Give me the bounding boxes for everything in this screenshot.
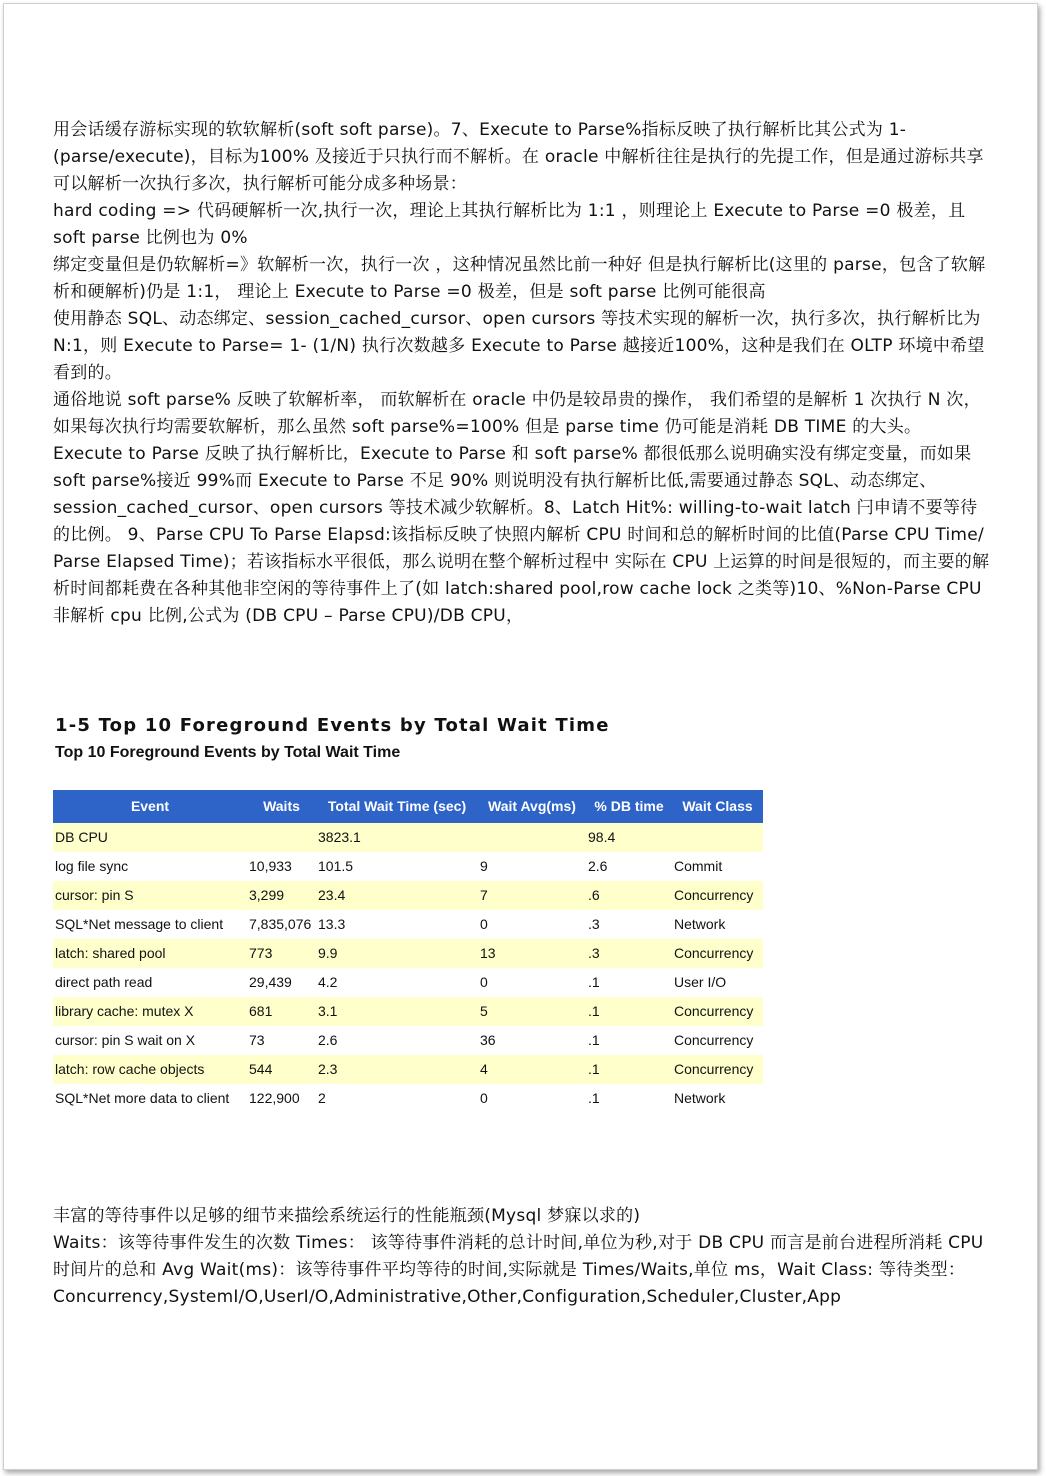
cell-avg: 5	[478, 997, 586, 1026]
cell-avg: 0	[480, 1090, 488, 1106]
cell-class: User I/O	[674, 974, 727, 990]
cell-event: cursor: pin S	[53, 881, 247, 910]
paragraph: 丰富的等待事件以足够的细节来描绘系统运行的性能瓶颈(Mysql 梦寐以求的)	[53, 1206, 641, 1226]
cell-event: log file sync	[55, 858, 129, 874]
cell-avg: 0	[480, 974, 488, 990]
cell-event: direct path read	[55, 974, 153, 990]
table-row	[53, 997, 763, 1026]
paragraph: hard coding => 代码硬解析一次,执行一次，理论上其执行解析比为 1:1 ，则理论上 Execute to Parse =0 极差，且 soft parse 比例也为 0%	[53, 201, 966, 248]
header-event: Event	[53, 790, 247, 823]
cell-class: Network	[674, 1090, 726, 1106]
cell-total: 3.1	[316, 997, 478, 1026]
cell-total: 13.3	[318, 916, 346, 932]
cell-event: DB CPU	[53, 823, 247, 852]
paragraph: 通俗地说 soft parse% 反映了软解析率， 而软解析在 oracle 中仍是较昂贵的操作， 我们希望的是解析 1 次执行 N 次，如果每次执行均需要软解析，那么虽然 soft parse%=100% 但是 parse time 仍可能是消耗 DB TIME 的大头。	[53, 390, 981, 437]
table-row	[53, 1055, 763, 1084]
cell-avg: 0	[480, 916, 488, 932]
table-row	[53, 1084, 763, 1113]
cell-waits	[247, 823, 316, 852]
header-total-wait-time: Total Wait Time (sec)	[316, 790, 478, 823]
cell-class: Concurrency	[672, 939, 763, 968]
cell-pct: .1	[586, 997, 672, 1026]
cell-avg: 7	[478, 881, 586, 910]
table-row	[53, 968, 763, 997]
paragraph: Execute to Parse 反映了执行解析比，Execute to Parse 和 soft parse% 都很低那么说明确实没有绑定变量，而如果 soft parse%接近 99%而 Execute to Parse 不足 90% 则说明没有执行解析比低,需要通过静态 SQL、动态绑定、session_cached_cursor、open cursors 等技术减少软解析。8、Latch Hit%: willing-to-wait latch 闩申请不要等待的比例。 9、Parse CPU To Parse Elapsd:该指标反映了快照内解析 CPU 时间和总的解析时间的比值(Parse CPU Time/ Parse Elapsed Time)；若该指标水平很低，那么说明在整个解析过程中 实际在 CPU 上运算的时间是很短的，而主要的解析时间都耗费在各种其他非空闲的等待事件上了(如 latch:shared pool,row cache lock 之类等)10、%Non-Parse CPU 非解析 cpu 比例,公式为 (DB CPU – Parse CPU)/DB CPU，	[53, 444, 990, 626]
cell-event: library cache: mutex X	[53, 997, 247, 1026]
cell-waits: 773	[247, 939, 316, 968]
cell-pct: 98.4	[586, 823, 672, 852]
cell-total: 2.6	[318, 1032, 338, 1048]
after-table-text	[53, 1203, 993, 1311]
cell-waits: 29,439	[249, 974, 292, 990]
cell-pct: .1	[588, 1090, 600, 1106]
cell-waits: 10,933	[249, 858, 292, 874]
header-pct-db-time: % DB time	[586, 790, 672, 823]
paragraph: 绑定变量但是仍软解析=》软解析一次，执行一次 ，这种情况虽然比前一种好 但是执行解析比(这里的 parse，包含了软解析和硬解析)仍是 1:1， 理论上 Execute to Parse =0 极差，但是 soft parse 比例可能很高	[53, 255, 986, 302]
cell-waits: 122,900	[249, 1090, 300, 1106]
cell-avg: 36	[480, 1032, 496, 1048]
cell-pct: .3	[586, 939, 672, 968]
table-row	[53, 852, 763, 881]
table-row	[53, 1026, 763, 1055]
cell-total: 4.2	[318, 974, 338, 990]
cell-total: 23.4	[316, 881, 478, 910]
cell-class: Network	[674, 916, 726, 932]
cell-total: 101.5	[318, 858, 354, 874]
cell-total: 9.9	[316, 939, 478, 968]
cell-pct: .1	[588, 1032, 600, 1048]
cell-pct: .1	[588, 974, 600, 990]
paragraph: 使用静态 SQL、动态绑定、session_cached_cursor、open cursors 等技术实现的解析一次，执行多次，执行解析比为 N:1，则 Execute to Parse= 1- (1/N) 执行次数越多 Execute to Parse 越接近100%，这种是我们在 OLTP 环境中希望看到的。	[53, 309, 985, 383]
cell-waits: 7,835,076	[249, 916, 312, 932]
table-row	[53, 910, 763, 939]
cell-avg: 9	[480, 858, 488, 874]
table-row	[53, 939, 763, 968]
header-waits: Waits	[247, 790, 316, 823]
paragraph: 用会话缓存游标实现的软软解析(soft soft parse)。7、Execute to Parse%指标反映了执行解析比其公式为 1-(parse/execute)，目标为100% 及接近于只执行而不解析。在 oracle 中解析往往是执行的先提工作，但是通过游标共享可以解析一次执行多次，执行解析可能分成多种场景：	[53, 120, 984, 194]
cell-total: 2	[318, 1090, 326, 1106]
wait-events-table	[53, 790, 763, 1113]
paragraph: Concurrency,SystemI/O,UserI/O,Administrative,Other,Configuration,Scheduler,Cluster,App	[53, 1287, 842, 1307]
cell-event: SQL*Net message to client	[55, 916, 224, 932]
cell-event: cursor: pin S wait on X	[55, 1032, 196, 1048]
cell-class	[672, 823, 763, 852]
header-wait-class: Wait Class	[672, 790, 763, 823]
cell-class: Concurrency	[672, 1055, 763, 1084]
cell-event: latch: shared pool	[53, 939, 247, 968]
cell-event: latch: row cache objects	[53, 1055, 247, 1084]
table-header-row	[53, 790, 763, 823]
cell-pct: .1	[586, 1055, 672, 1084]
cell-avg	[478, 823, 586, 852]
cell-pct: .6	[586, 881, 672, 910]
cell-class: Concurrency	[672, 997, 763, 1026]
cell-avg: 4	[478, 1055, 586, 1084]
cell-class: Commit	[674, 858, 723, 874]
cell-total: 2.3	[316, 1055, 478, 1084]
cell-waits: 681	[247, 997, 316, 1026]
cell-total: 3823.1	[316, 823, 478, 852]
cell-pct: 2.6	[588, 858, 608, 874]
paragraph: Waits：该等待事件发生的次数 Times： 该等待事件消耗的总计时间,单位为秒,对于 DB CPU 而言是前台进程所消耗 CPU 时间片的总和 Avg Wait(ms)：该等待事件平均等待的时间,实际就是 Times/Waits,单位 ms，Wait Class: 等待类型：	[53, 1233, 984, 1280]
cell-pct: .3	[588, 916, 600, 932]
section-heading: 1-5 Top 10 Foreground Events by Total Wait Time	[55, 715, 610, 736]
table-title: Top 10 Foreground Events by Total Wait Time	[55, 744, 401, 761]
table-row	[53, 823, 763, 852]
cell-event: SQL*Net more data to client	[55, 1090, 230, 1106]
cell-class: Concurrency	[674, 1032, 754, 1048]
cell-waits: 73	[249, 1032, 265, 1048]
header-wait-avg: Wait Avg(ms)	[478, 790, 586, 823]
table-row	[53, 881, 763, 910]
body-text	[53, 117, 993, 630]
cell-class: Concurrency	[672, 881, 763, 910]
cell-avg: 13	[478, 939, 586, 968]
cell-waits: 3,299	[247, 881, 316, 910]
cell-waits: 544	[247, 1055, 316, 1084]
